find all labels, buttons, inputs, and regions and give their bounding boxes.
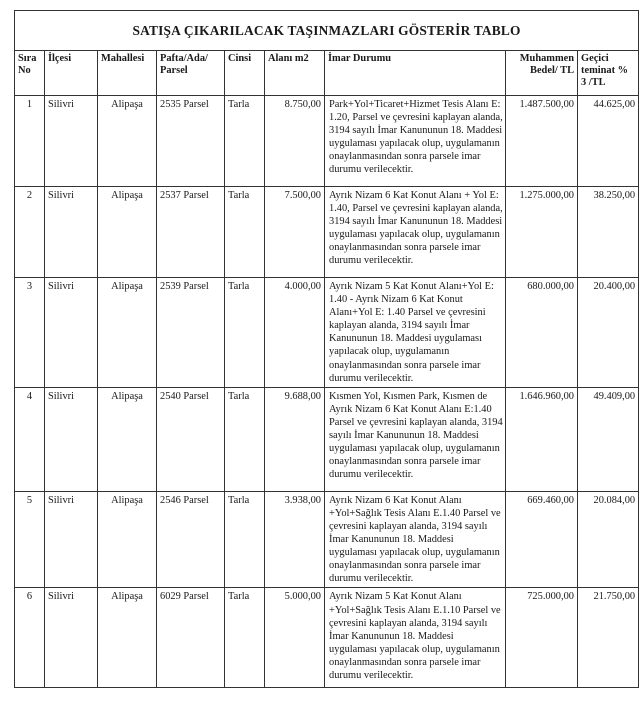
table-row [15, 187, 639, 278]
header-teminat: Geçici teminat % 3 /TL [578, 51, 639, 96]
cell-cinsi: Tarla [225, 96, 265, 187]
table-row [15, 491, 639, 588]
cell-mahalle: Alipaşa [98, 278, 157, 388]
cell-mahalle: Alipaşa [98, 96, 157, 187]
cell-bedel: 680.000,00 [506, 278, 578, 388]
cell-imar: Ayrık Nizam 6 Kat Konut Alanı +Yol+Sağlık Tesis Alanı E.1.40 Parsel ve çevresini kaplayan alanda, 3194 sayılı İmar Kanununun 18. Maddesi uygulaması yapılacak olup, uygulamanın onaylanmasından sonra parsele imar durumu verilecektir. [325, 491, 506, 588]
cell-pafta: 2546 Parsel [157, 491, 225, 588]
cell-sira: 5 [15, 491, 45, 588]
table-header-row [15, 51, 639, 96]
cell-sira: 6 [15, 588, 45, 688]
property-table [14, 10, 639, 688]
cell-teminat: 20.400,00 [578, 278, 639, 388]
cell-pafta: 6029 Parsel [157, 588, 225, 688]
cell-pafta: 2540 Parsel [157, 387, 225, 491]
cell-ilce: Silivri [45, 278, 98, 388]
cell-mahalle: Alipaşa [98, 187, 157, 278]
table-row [15, 387, 639, 491]
cell-imar: Ayrık Nizam 6 Kat Konut Alanı + Yol E: 1.40, Parsel ve çevresini kaplayan alanda, 3194 sayılı İmar Kanununun 18. Maddesi uygulaması yapılacak olup, uygulamanın onaylanmasından sonra parsele imar durumu verilecektir. [325, 187, 506, 278]
cell-imar: Ayrık Nizam 5 Kat Konut Alanı +Yol+Sağlık Tesis Alanı E.1.10 Parsel ve çevresini kaplayan alanda, 3194 sayılı İmar Kanununun 18. Maddesi uygulaması yapılacak olup, uygulamanın onaylanmasından sonra parsele imar durumu verilecektir. [325, 588, 506, 688]
cell-alan: 8.750,00 [265, 96, 325, 187]
cell-mahalle: Alipaşa [98, 588, 157, 688]
cell-alan: 5.000,00 [265, 588, 325, 688]
cell-alan: 3.938,00 [265, 491, 325, 588]
cell-ilce: Silivri [45, 387, 98, 491]
cell-cinsi: Tarla [225, 387, 265, 491]
cell-bedel: 1.646.960,00 [506, 387, 578, 491]
cell-alan: 9.688,00 [265, 387, 325, 491]
cell-alan: 4.000,00 [265, 278, 325, 388]
cell-cinsi: Tarla [225, 491, 265, 588]
header-cinsi: Cinsi [225, 51, 265, 96]
header-bedel: Muhammen Bedel/ TL [506, 51, 578, 96]
cell-teminat: 49.409,00 [578, 387, 639, 491]
table-row [15, 588, 639, 688]
cell-cinsi: Tarla [225, 278, 265, 388]
cell-ilce: Silivri [45, 491, 98, 588]
header-sira: Sıra No [15, 51, 45, 96]
cell-pafta: 2535 Parsel [157, 96, 225, 187]
cell-bedel: 669.460,00 [506, 491, 578, 588]
table-row [15, 278, 639, 388]
cell-imar: Ayrık Nizam 5 Kat Konut Alanı+Yol E: 1.40 - Ayrık Nizam 6 Kat Konut Alanı+Yol E: 1.40 Parsel ve çevresini kaplayan alanda, 3194 sayılı İmar Kanununun 18. Maddesi uygulaması yapılacak olup, uygulamanın onaylanmasından sonra parsele imar durumu verilecektir. [325, 278, 506, 388]
table-title: SATIŞA ÇIKARILACAK TAŞINMAZLARI GÖSTERİR TABLO [15, 11, 639, 51]
cell-bedel: 1.275.000,00 [506, 187, 578, 278]
cell-teminat: 44.625,00 [578, 96, 639, 187]
cell-teminat: 38.250,00 [578, 187, 639, 278]
cell-sira: 1 [15, 96, 45, 187]
cell-bedel: 725.000,00 [506, 588, 578, 688]
cell-ilce: Silivri [45, 96, 98, 187]
cell-pafta: 2537 Parsel [157, 187, 225, 278]
cell-sira: 2 [15, 187, 45, 278]
cell-cinsi: Tarla [225, 588, 265, 688]
cell-imar: Park+Yol+Ticaret+Hizmet Tesis Alanı E: 1.20, Parsel ve çevresini kaplayan alanda, 3194 sayılı İmar Kanununun 18. Maddesi uygulaması yapılacak olup, uygulamanın onaylanmasından sonra parsele imar durumu verilecektir. [325, 96, 506, 187]
cell-sira: 3 [15, 278, 45, 388]
table-row [15, 96, 639, 187]
cell-mahalle: Alipaşa [98, 387, 157, 491]
cell-teminat: 21.750,00 [578, 588, 639, 688]
header-alan: Alanı m2 [265, 51, 325, 96]
header-pafta: Pafta/Ada/ Parsel [157, 51, 225, 96]
cell-pafta: 2539 Parsel [157, 278, 225, 388]
cell-sira: 4 [15, 387, 45, 491]
cell-ilce: Silivri [45, 588, 98, 688]
cell-imar: Kısmen Yol, Kısmen Park, Kısmen de Ayrık Nizam 6 Kat Konut Alanı E:1.40 Parsel ve çevresini kaplayan alanda, 3194 sayılı İmar Kanununun 18. Maddesi uygulaması yapılacak olup, uygulamanın onaylanmasından sonra parsele imar durumu verilecektir. [325, 387, 506, 491]
header-mahalle: Mahallesi [98, 51, 157, 96]
cell-bedel: 1.487.500,00 [506, 96, 578, 187]
cell-cinsi: Tarla [225, 187, 265, 278]
header-ilce: İlçesi [45, 51, 98, 96]
cell-teminat: 20.084,00 [578, 491, 639, 588]
header-imar: İmar Durumu [325, 51, 506, 96]
cell-mahalle: Alipaşa [98, 491, 157, 588]
cell-ilce: Silivri [45, 187, 98, 278]
cell-alan: 7.500,00 [265, 187, 325, 278]
